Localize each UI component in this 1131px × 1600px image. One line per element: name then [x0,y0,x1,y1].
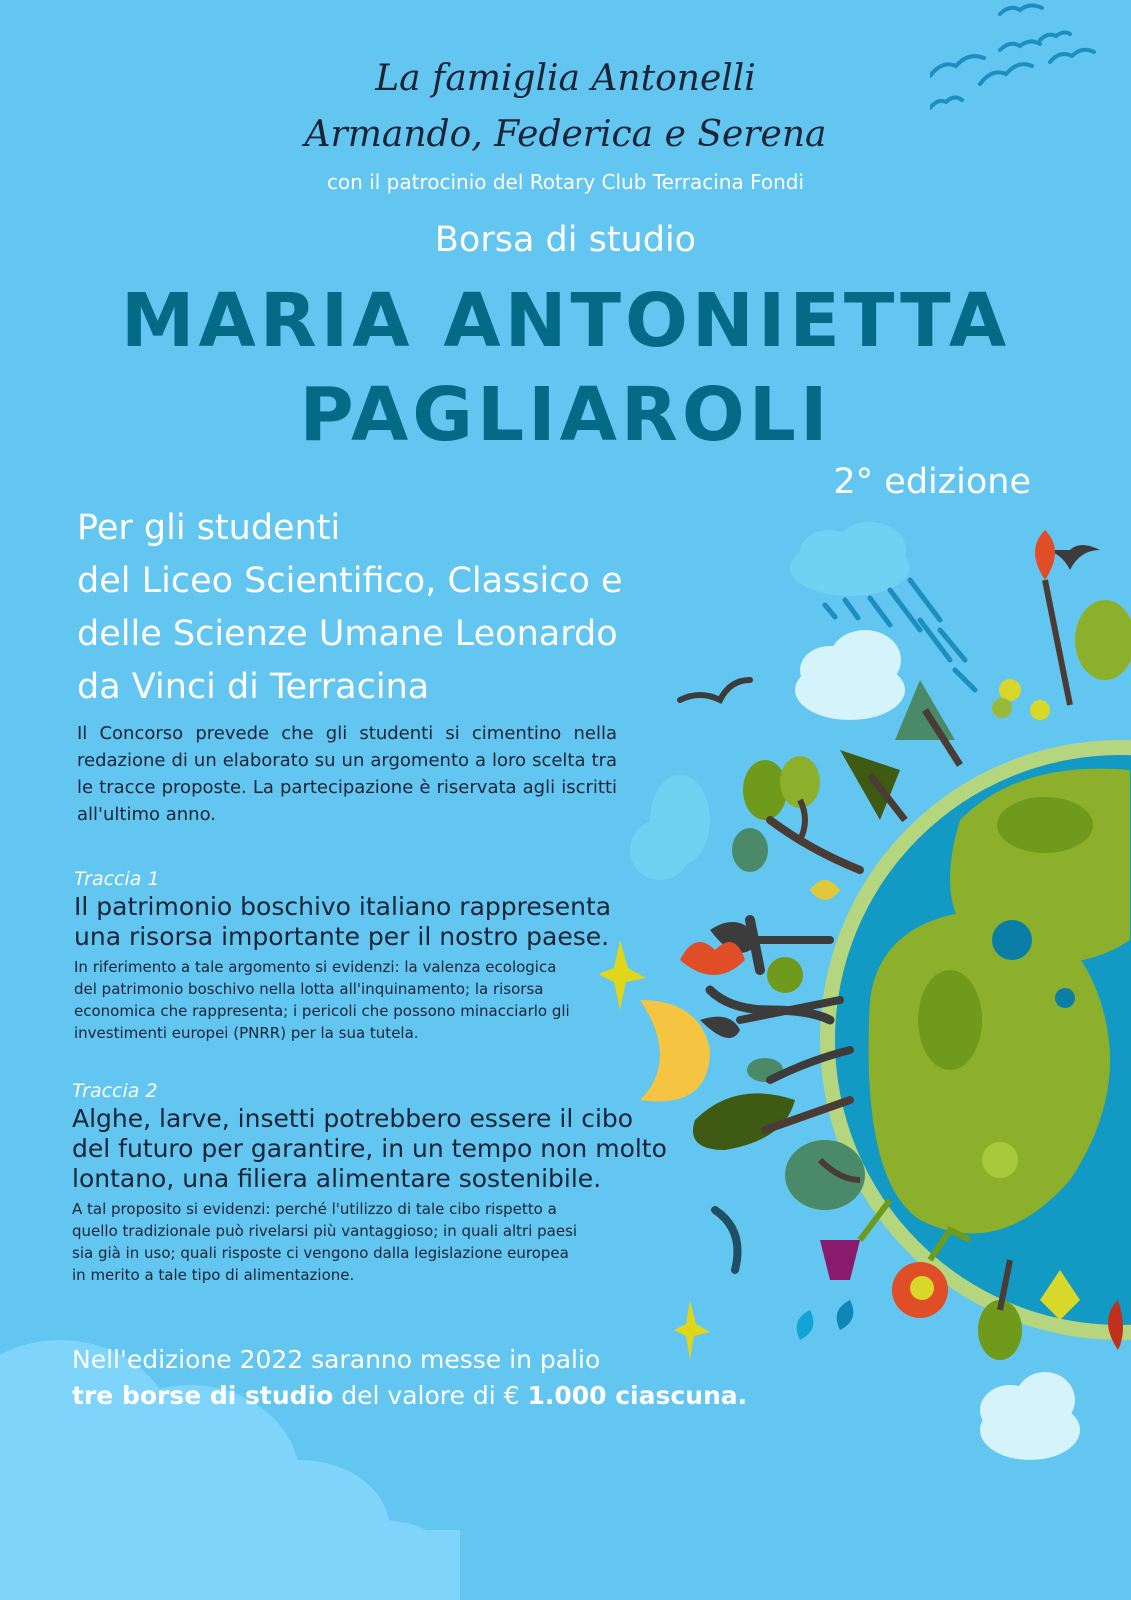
track-1 [74,868,674,1044]
family-name-line2: Armando, Federica e Serena [304,114,827,155]
moon-icon [640,1000,710,1101]
prize-amount: 1.000 ciascuna. [527,1381,748,1410]
prize-mid: del valore di € [333,1381,528,1410]
track-body-line: A tal proposito si evidenzi: perché l'utilizzo di tale cibo rispetto a [72,1200,557,1218]
cloud-icon [795,630,905,720]
cloud-icon [790,522,910,596]
audience-line: Per gli studenti [77,508,341,548]
tree-icon [785,1140,865,1210]
star-icon [600,940,646,1010]
track-title-line: Il patrimonio boschivo italiano rappresenta [74,892,612,921]
scholarship-kicker: Borsa di studio [434,220,697,260]
track-body-line: economica che rappresenta; i pericoli che possono minacciarlo gli [74,1002,570,1020]
tree-icon [1075,600,1131,680]
cloud-icon [980,1372,1080,1460]
scholarship-name-line2: PAGLIAROLI [299,372,832,458]
bird-icon [680,680,750,700]
track-title-line: lontano, una filiera alimentare sostenibile. [72,1164,602,1193]
track-body-line: sia già in uso; quali risposte ci vengono dalla legislazione europea [72,1244,569,1262]
track-body-line: In riferimento a tale argomento si evidenzi: la valenza ecologica [74,958,557,976]
patronage-text: con il patrocinio del Rotary Club Terracina Fondi [326,170,805,194]
tree-icon [840,750,900,820]
audience-line: delle Scienze Umane Leonardo [77,614,618,654]
flower-icon [810,880,840,900]
track-body-line: quello tradizionale può rivelarsi più vantaggioso; in quali altri paesi [72,1222,578,1240]
track-body-line: in merito a tale tipo di alimentazione. [72,1266,355,1284]
track-title [74,892,674,952]
track-body-line: del patrimonio boschivo nella lotta all'inquinamento; la risorsa [74,980,544,998]
track-title-line: Alghe, larve, insetti potrebbero essere il cibo [72,1104,634,1133]
scholarship-name-line1: MARIA ANTONIETTA [120,278,1011,364]
track-title-line: una risorsa importante per il nostro paese. [74,922,610,951]
track-label: Traccia 1 [74,868,160,890]
heart-icon [680,942,745,975]
cloud-icon [630,775,710,880]
track-title-line: del futuro per garantire, in un tempo non molto [72,1134,667,1163]
earth-globe-illustration [600,520,1131,1500]
audience-line: da Vinci di Terracina [77,667,430,707]
prize-count: tre borse di studio [72,1381,334,1410]
edition-label: 2° edizione [833,462,1031,502]
track-body-line: investimenti europei (PNRR) per la sua tutela. [74,1024,419,1042]
star-icon [674,1300,710,1360]
heart-icon [1035,530,1055,580]
contest-description: Il Concorso prevede che gli studenti si cimentino nella redazione di un elaborato su un argomento a loro scelta tra le tracce proposte. La partecipazione è riservata agli iscritti all'ultimo anno. [77,723,617,825]
audience-line: del Liceo Scientifico, Classico e [77,561,623,601]
track-body [74,956,674,1044]
family-name-line1: La famiglia Antonelli [375,58,756,99]
flower-icon [820,1240,860,1280]
prize-line1: Nell'edizione 2022 saranno messe in palio [72,1345,601,1374]
track-label: Traccia 2 [72,1080,158,1102]
